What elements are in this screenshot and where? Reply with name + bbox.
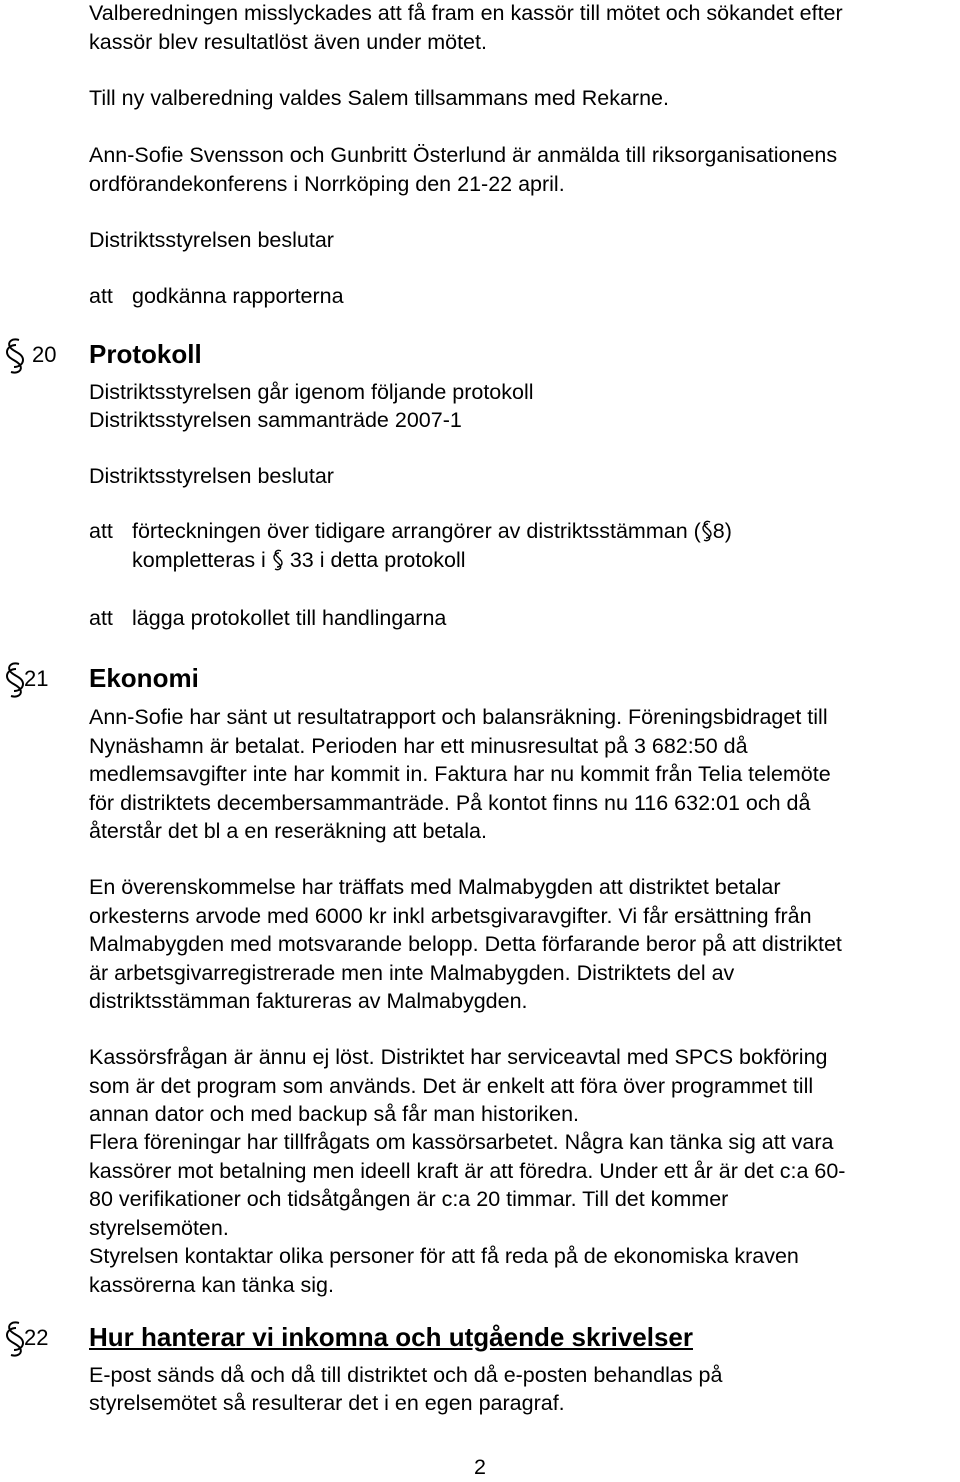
section-21-para2-line-2: orkesterns arvode med 6000 kr inkl arbetsgivaravgifter. Vi får ersättning från <box>89 904 812 928</box>
page-number: 2 <box>474 1455 486 1479</box>
beslut-heading: Distriktsstyrelsen beslutar <box>89 228 334 252</box>
intro-line-1: Valberedningen misslyckades att få fram en kassör till mötet och sökandet efter <box>89 1 843 25</box>
valberedning-text: Till ny valberedning valdes Salem tillsammans med Rekarne. <box>89 86 669 110</box>
section-21-para3-line-4: Flera föreningar har tillfrågats om kassörsarbetet. Några kan tänka sig att vara <box>89 1130 834 1154</box>
paragraph-sign-icon <box>2 336 28 376</box>
section-20-title: Protokoll <box>89 339 202 369</box>
section-20-number: 20 <box>32 342 57 367</box>
att1-line1-ref: 8) <box>712 519 732 543</box>
section-21-para1-line-1: Ann-Sofie har sänt ut resultatrapport och balansräkning. Föreningsbidraget till <box>89 705 828 729</box>
intro-line-2: kassör blev resultatlöst även under mötet. <box>89 30 487 54</box>
section-21-para2-line-4: är arbetsgivarregistrerade men inte Malmabygden. Distriktets del av <box>89 961 735 985</box>
section-21-para3-line-1: Kassörsfrågan är ännu ej löst. Distriktet har serviceavtal med SPCS bokföring <box>89 1045 828 1069</box>
section-21-para3-line-8: Styrelsen kontaktar olika personer för att få reda på de ekonomiska kraven <box>89 1244 799 1268</box>
section-22-title: Hur hanterar vi inkomna och utgående skrivelser <box>89 1322 693 1352</box>
konferens-line-2: ordförandekonferens i Norrköping den 21-22 april. <box>89 172 565 196</box>
section-21-para3-line-2: som är det program som används. Det är enkelt att föra över programmet till <box>89 1074 814 1098</box>
section-20-att2-label: att <box>89 606 113 630</box>
beslut-att-text: godkänna rapporterna <box>132 284 344 308</box>
section-21-number: 21 <box>24 666 49 691</box>
section-21-para1-line-5: återstår det bl a en reseräkning att betala. <box>89 819 487 843</box>
section-21-para3-line-6: 80 verifikationer och tidsåtgången är c:a 20 timmar. Till det kommer <box>89 1187 729 1211</box>
section-20-att1-label: att <box>89 519 113 543</box>
att1-line1-text: förteckningen över tidigare arrangörer av distriktsstämman ( <box>132 519 701 543</box>
section-21-para2-line-1: En överenskommelse har träffats med Malmabygden att distriktet betalar <box>89 875 781 899</box>
paragraph-sign-icon <box>701 519 713 543</box>
section-21-para2-line-3: Malmabygden med motsvarande belopp. Detta förfarande beror på att distriktet <box>89 932 842 956</box>
section-21-para3-line-5: kassörer mot betalning men ideell kraft är att föredra. Under ett år är det c:a 60- <box>89 1159 846 1183</box>
att1-line2-pre: kompletteras i <box>132 548 266 572</box>
section-20-att1-line2 <box>132 546 466 575</box>
section-20-line-1: Distriktsstyrelsen går igenom följande protokoll <box>89 380 534 404</box>
section-21-para3-line-3: annan dator och med backup så får man historiken. <box>89 1102 580 1126</box>
section-21-para3-line-9: kassörerna kan tänka sig. <box>89 1273 334 1297</box>
section-22-line-1: E-post sänds då och då till distriktet och då e-posten behandlas på <box>89 1363 723 1387</box>
section-21-title: Ekonomi <box>89 663 199 693</box>
section-20-att2-text: lägga protokollet till handlingarna <box>132 606 447 630</box>
konferens-line-1: Ann-Sofie Svensson och Gunbritt Österlund är anmälda till riksorganisationens <box>89 143 838 167</box>
section-21-para1-line-3: medlemsavgifter inte har kommit in. Faktura har nu kommit från Telia telemöte <box>89 762 831 786</box>
beslut-att-label: att <box>89 284 113 308</box>
section-20-line-2: Distriktsstyrelsen sammanträde 2007-1 <box>89 408 462 432</box>
section-21-para3-line-7: styrelsemöten. <box>89 1216 229 1240</box>
section-20-att1-line1 <box>132 517 732 546</box>
section-21-para1-line-2: Nynäshamn är betalat. Perioden har ett minusresultat på 3 682:50 då <box>89 734 748 758</box>
att1-line2-post: 33 i detta protokoll <box>289 548 466 572</box>
section-22-number: 22 <box>24 1325 49 1350</box>
section-21-para2-line-5: distriktsstämman faktureras av Malmabygden. <box>89 989 528 1013</box>
section-21-para1-line-4: för distriktets decembersammanträde. På kontot finns nu 116 632:01 och då <box>89 791 811 815</box>
section-20-beslut-heading: Distriktsstyrelsen beslutar <box>89 464 334 488</box>
section-22-line-2: styrelsemötet så resulterar det i en egen paragraf. <box>89 1391 565 1415</box>
paragraph-sign-icon <box>272 548 284 572</box>
